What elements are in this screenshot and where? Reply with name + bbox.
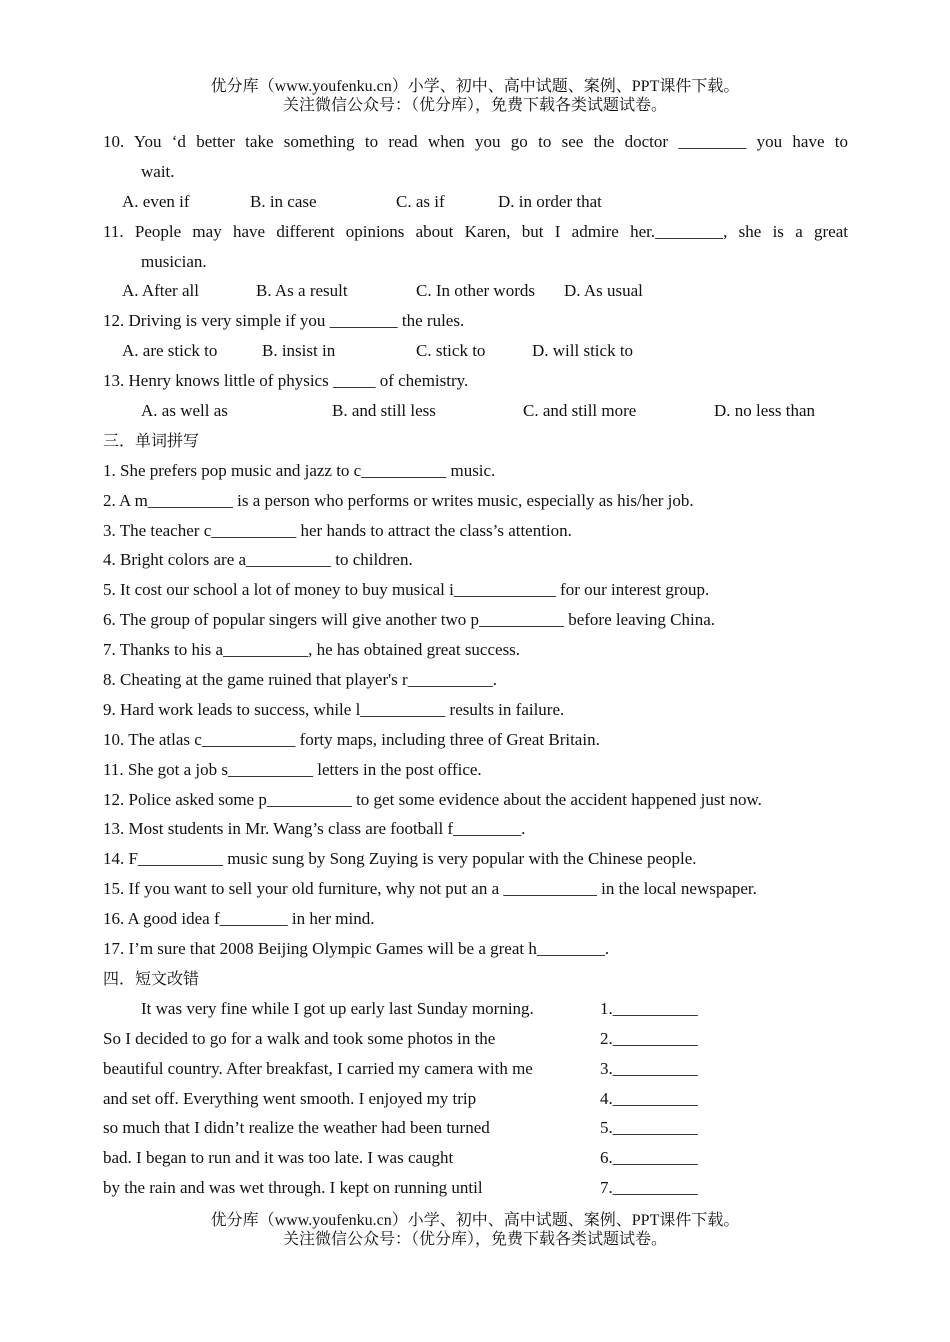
passage-text: bad. I began to run and it was too late. I was caught [103,1148,454,1168]
spelling-item: 6. The group of popular singers will give another two p__________ before leaving China. [103,610,716,630]
passage-line [103,1084,848,1114]
mc-question-13 [103,366,848,426]
option-c[interactable]: C. stick to [416,341,486,361]
option-b[interactable]: B. and still less [332,401,436,421]
passage-line [103,1113,848,1143]
spelling-item: 13. Most students in Mr. Wang’s class are football f________. [103,819,526,839]
option-d[interactable]: D. will stick to [532,341,634,361]
passage-text: and set off. Everything went smooth. I enjoyed my trip [103,1088,477,1108]
section-title-error-correction: 四．短文改错 [103,968,200,988]
option-d[interactable]: D. in order that [498,191,602,211]
option-a[interactable]: A. as well as [141,401,228,421]
spelling-item: 2. A m__________ is a person who performs or writes music, especially as his/her job. [103,490,694,510]
option-d[interactable]: D. As usual [564,281,643,301]
spelling-item: 3. The teacher c__________ her hands to attract the class’s attention. [103,520,572,540]
question-text: 11. People may have different opinions about Karen, but I admire her.________, she is a great [103,221,848,241]
passage-line [103,994,848,1024]
spelling-item: 1. She prefers pop music and jazz to c__________ music. [103,460,496,480]
answer-blank[interactable]: 5.__________ [600,1118,698,1138]
page-header [0,77,950,115]
spelling-list [103,456,848,964]
passage-line [103,1173,848,1203]
option-a[interactable]: A. even if [122,191,190,211]
spelling-item: 16. A good idea f________ in her mind. [103,909,375,929]
question-text-continued: wait. [141,161,175,181]
spelling-item: 12. Police asked some p__________ to get some evidence about the accident happened just now. [103,789,762,809]
passage-text: It was very fine while I got up early last Sunday morning. [141,998,534,1018]
section-title-spelling: 三．单词拼写 [103,430,200,450]
option-c[interactable]: C. and still more [523,401,637,421]
spelling-item: 4. Bright colors are a__________ to children. [103,550,413,570]
error-correction-passage [103,994,848,1203]
answer-options [103,396,848,426]
answer-options [103,187,848,217]
option-a[interactable]: A. After all [122,281,199,301]
passage-text: by the rain and was wet through. I kept on running until [103,1178,483,1198]
spelling-item: 5. It cost our school a lot of money to buy musical i____________ for our interest group. [103,580,710,600]
footer-line-2: 关注微信公众号：（优分库），免费下载各类试题试卷。 [282,1231,667,1248]
mc-question-12 [103,306,848,366]
answer-blank[interactable]: 7.__________ [600,1178,698,1198]
spelling-item: 17. I’m sure that 2008 Beijing Olympic Games will be a great h________. [103,939,610,959]
worksheet-content [103,127,848,1203]
mc-question-10 [103,127,848,217]
spelling-item: 11. She got a job s__________ letters in the post office. [103,759,482,779]
answer-options [103,276,848,306]
question-text: 10. You ‘d better take something to read when you go to see the doctor ________ you have to [103,132,848,151]
question-text-continued: musician. [141,251,207,271]
option-c[interactable]: C. as if [396,191,445,211]
answer-blank[interactable]: 4.__________ [600,1088,698,1108]
page-footer [0,1211,950,1249]
footer-line-1: 优分库（www.youfenku.cn）小学、初中、高中试题、案例、PPT课件下载。 [210,1212,740,1229]
question-text: 12. Driving is very simple if you ________ the rules. [103,311,465,331]
option-b[interactable]: B. As a result [256,281,348,301]
option-a[interactable]: A. are stick to [122,341,218,361]
option-b[interactable]: B. insist in [262,341,336,361]
passage-text: So I decided to go for a walk and took some photos in the [103,1028,496,1048]
header-line-2: 关注微信公众号：（优分库），免费下载各类试题试卷。 [282,97,667,114]
spelling-item: 15. If you want to sell your old furniture, why not put an a ___________ in the local newspaper. [103,879,757,899]
mc-question-11 [103,217,848,307]
option-d[interactable]: D. no less than [714,401,816,421]
option-c[interactable]: C. In other words [416,281,535,301]
spelling-item: 7. Thanks to his a__________, he has obtained great success. [103,640,521,660]
answer-blank[interactable]: 2.__________ [600,1028,698,1048]
answer-blank[interactable]: 1.__________ [600,998,698,1018]
spelling-item: 9. Hard work leads to success, while l__________ results in failure. [103,699,565,719]
answer-options [103,336,848,366]
passage-line [103,1054,848,1084]
answer-blank[interactable]: 3.__________ [600,1058,698,1078]
option-b[interactable]: B. in case [250,191,317,211]
answer-blank[interactable]: 6.__________ [600,1148,698,1168]
spelling-item: 10. The atlas c___________ forty maps, including three of Great Britain. [103,729,600,749]
passage-text: beautiful country. After breakfast, I carried my camera with me [103,1058,533,1078]
passage-line [103,1143,848,1173]
spelling-item: 8. Cheating at the game ruined that player's r__________. [103,670,497,690]
passage-line [103,1024,848,1054]
question-text: 13. Henry knows little of physics _____ of chemistry. [103,371,469,391]
header-line-1: 优分库（www.youfenku.cn）小学、初中、高中试题、案例、PPT课件下载。 [210,78,740,95]
spelling-item: 14. F__________ music sung by Song Zuying is very popular with the Chinese people. [103,849,697,869]
passage-text: so much that I didn’t realize the weather had been turned [103,1118,490,1138]
